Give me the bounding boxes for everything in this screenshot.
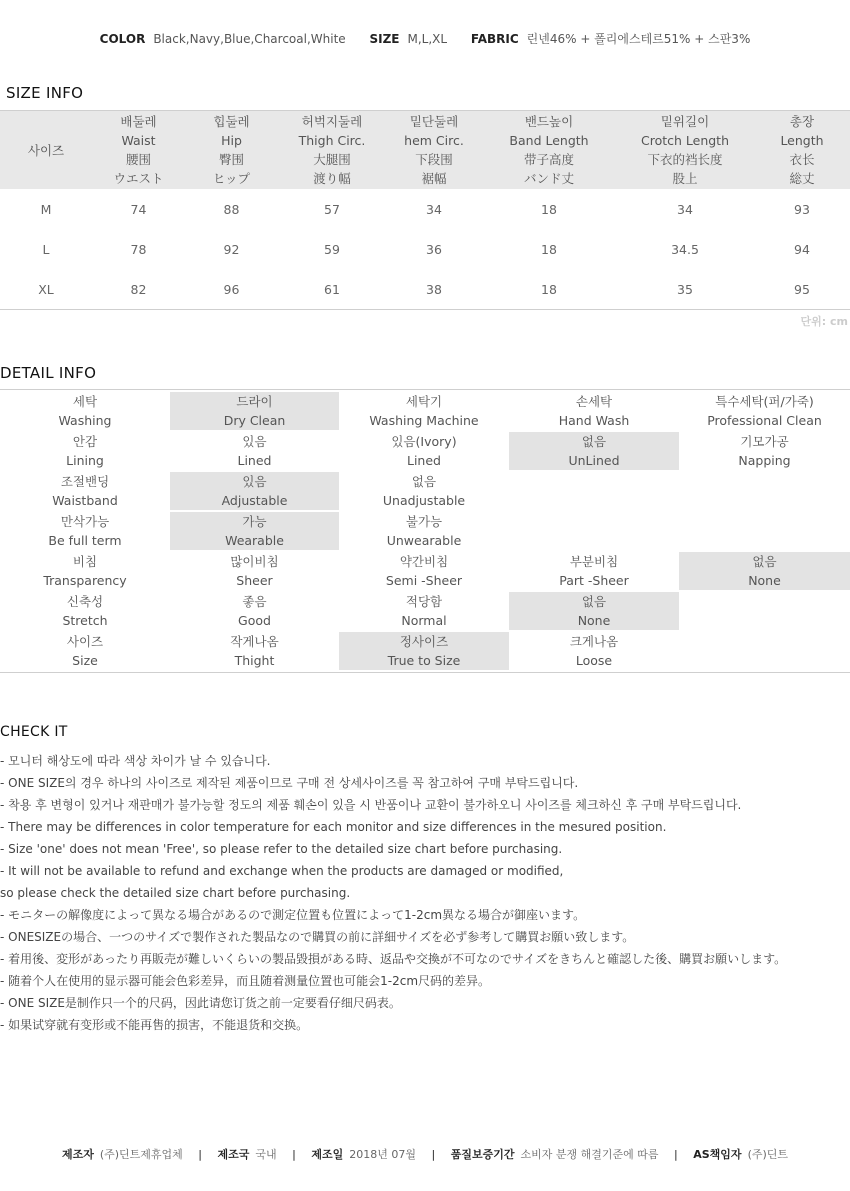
divider: | [431,1148,436,1161]
note-line: - ONESIZEの場合、一つのサイズで製作された製品なので購買の前に詳細サイズを必ず参考して購買お願い致します。 [0,930,635,944]
size-value: M,L,XL [407,32,448,46]
fabric-value: 린넨46% + 폴리에스테르51% + 스판3% [526,32,751,46]
detail-label: 세탁 Washing [58,394,112,428]
check-it-notes [0,750,850,1036]
table-cell: 92 [223,241,240,257]
detail-label: 사이즈 Size [66,634,104,668]
length-col-header: 총장 Length 衣长 総丈 [780,114,824,186]
as-label: AS책임자 [693,1148,742,1161]
note-line: - 着用後、変形があったり再販売が難しいくらいの製品毀損がある時、返品や交換が不可なのでサイズをきちんと確認した後、購買お願いします。 [0,952,787,966]
detail-label: 비침 Transparency [43,554,127,588]
detail-row-size [0,632,850,670]
note-line: - It will not be available to refund and exchange when the products are damaged or modified, [0,864,564,878]
size-cell: XL [38,281,54,297]
detail-option [679,632,850,670]
detail-option-selected: 정사이즈 True to Size [339,632,509,670]
note-line: - ONE SIZE의 경우 하나의 사이즈로 제작된 제품이므로 구매 전 상세사이즈를 꼭 참고하여 구매 부탁드립니다. [0,776,579,790]
unit-label: 단위: cm [800,315,848,328]
table-cell: 18 [541,281,557,297]
divider: | [198,1148,203,1161]
table-cell: 88 [223,201,240,217]
table-row [0,269,850,310]
note-line: - 착용 후 변형이 있거나 재판매가 불가능할 정도의 제품 훼손이 있을 시 반품이나 교환이 불가하오니 사이즈를 체크하신 후 구매 부탁드립니다. [0,798,742,812]
detail-option: 부분비침 Part -Sheer [559,554,629,588]
detail-option: 크게나옴 Loose [569,634,619,668]
detail-table [0,389,850,673]
note-line: so please check the detailed size chart before purchasing. [0,886,351,900]
detail-option: 세탁기 Washing Machine [369,394,479,428]
detail-option: 불가능 Unwearable [386,514,462,548]
table-cell: 34 [426,201,442,217]
table-cell: 78 [130,241,147,257]
detail-option-selected: 없음 UnLined [509,432,679,470]
detail-row-maternity [0,512,850,550]
detail-label: 조절밴딩 Waistband [52,474,118,508]
table-cell: 38 [426,281,442,297]
size-cell: M [40,201,52,217]
color-value: Black,Navy,Blue,Charcoal,White [153,32,346,46]
table-cell: 82 [130,281,147,297]
detail-option: 많이비침 Sheer [230,554,279,588]
table-cell: 74 [130,201,147,217]
product-spec-line [0,30,850,47]
table-row [0,229,850,269]
table-row [0,189,850,229]
waist-col-header: 배둘레 Waist 腰围 ウエスト [113,114,164,186]
size-table [0,110,850,310]
check-it-title: CHECK IT [0,724,68,740]
detail-row-transparency [0,552,850,590]
detail-row-stretch [0,592,850,630]
note-line: - There may be differences in color temperature for each monitor and size differences in the mesured position. [0,820,667,834]
note-line: - 모니터 해상도에 따라 색상 차이가 날 수 있습니다. [0,754,271,768]
detail-label: 안감 Lining [66,434,104,468]
detail-option-selected: 있음 Adjustable [170,472,339,510]
hip-col-header: 힙둘레 Hip 臀围 ヒップ [212,114,251,186]
detail-option: 좋음 Good [238,594,271,628]
divider: | [674,1148,678,1161]
detail-option-selected: 드라이 Dry Clean [170,392,339,430]
detail-option [679,472,850,510]
size-col-header: 사이즈 [27,142,65,158]
manufacturer-footer [0,1146,850,1162]
detail-label: 만삭가능 Be full term [48,514,122,548]
crotch-col-header: 밑위길이 Crotch Length 下衣的裆长度 股上 [640,114,730,186]
note-line: - 如果试穿就有变形或不能再售的损害，不能退货和交换。 [0,1018,309,1032]
maker-value: (주)딘트제휴업체 [99,1148,183,1161]
detail-option: 특수세탁(퍼/가죽) Professional Clean [707,394,822,428]
detail-option: 없음 Unadjustable [382,474,466,508]
detail-option-selected: 없음 None [679,552,850,590]
detail-row-washing [0,392,850,430]
detail-option: 작게나옴 Thight [230,634,279,668]
hem-col-header: 밑단둘레 hem Circ. 下段围 裾幅 [404,114,464,186]
table-cell: 57 [324,201,340,217]
detail-option [509,512,679,550]
size-table-header [0,111,850,190]
detail-info-title: DETAIL INFO [0,364,97,382]
size-info-title: SIZE INFO [6,84,84,102]
detail-row-lining [0,432,850,470]
as-value: (주)딘트 [747,1148,789,1161]
detail-option [679,512,850,550]
size-cell: L [42,241,50,257]
detail-option: 기모가공 Napping [738,434,791,468]
note-line: - モニターの解像度によって異なる場合があるので測定位置も位置によって1-2cm異なる場合が御座います。 [0,908,586,922]
detail-option-selected: 없음 None [509,592,679,630]
table-cell: 95 [794,281,810,297]
detail-option: 손세탁 Hand Wash [558,394,630,428]
fabric-label: FABRIC [470,32,519,46]
table-cell: 59 [324,241,340,257]
table-cell: 35 [677,281,693,297]
table-cell: 94 [794,241,810,257]
detail-row-waistband [0,472,850,510]
size-label: SIZE [369,32,400,46]
detail-option [509,472,679,510]
note-line: - Size 'one' does not mean 'Free', so please refer to the detailed size chart before purchasing. [0,842,563,856]
table-cell: 34.5 [671,241,699,257]
date-value: 2018년 07월 [349,1148,417,1161]
detail-option: 있음(Ivory) Lined [391,434,457,468]
note-line: - 随着个人在使用的显示器可能会色彩差异，而且随着测量位置也可能会1-2cm尺码的差异。 [0,974,491,988]
detail-option [679,592,850,630]
table-cell: 18 [541,241,557,257]
warranty-value: 소비자 분쟁 해결기준에 따름 [520,1148,659,1161]
country-label: 제조국 [217,1148,250,1161]
detail-option: 약간비침 Semi -Sheer [385,554,463,588]
warranty-label: 품질보증기간 [450,1148,515,1161]
detail-option: 적당함 Normal [401,594,447,628]
table-cell: 93 [794,201,810,217]
maker-label: 제조자 [61,1148,94,1161]
table-cell: 96 [223,281,240,297]
table-cell: 61 [324,281,340,297]
country-value: 국내 [255,1148,277,1161]
table-cell: 18 [541,201,557,217]
table-cell: 34 [677,201,693,217]
band-col-header: 밴드높이 Band Length 带子高度 バンド丈 [509,114,589,186]
detail-label: 신축성 Stretch [62,594,108,628]
table-cell: 36 [426,241,442,257]
date-label: 제조일 [311,1148,344,1161]
divider: | [292,1148,296,1161]
detail-option-selected: 가능 Wearable [170,512,339,550]
thigh-col-header: 허벅지둘레 Thigh Circ. 大腿围 渡り幅 [298,114,366,186]
color-label: COLOR [99,32,146,46]
detail-option: 있음 Lined [237,434,272,468]
note-line: - ONE SIZE是制作只一个的尺码，因此请您订货之前一定要看仔细尺码表。 [0,996,401,1010]
